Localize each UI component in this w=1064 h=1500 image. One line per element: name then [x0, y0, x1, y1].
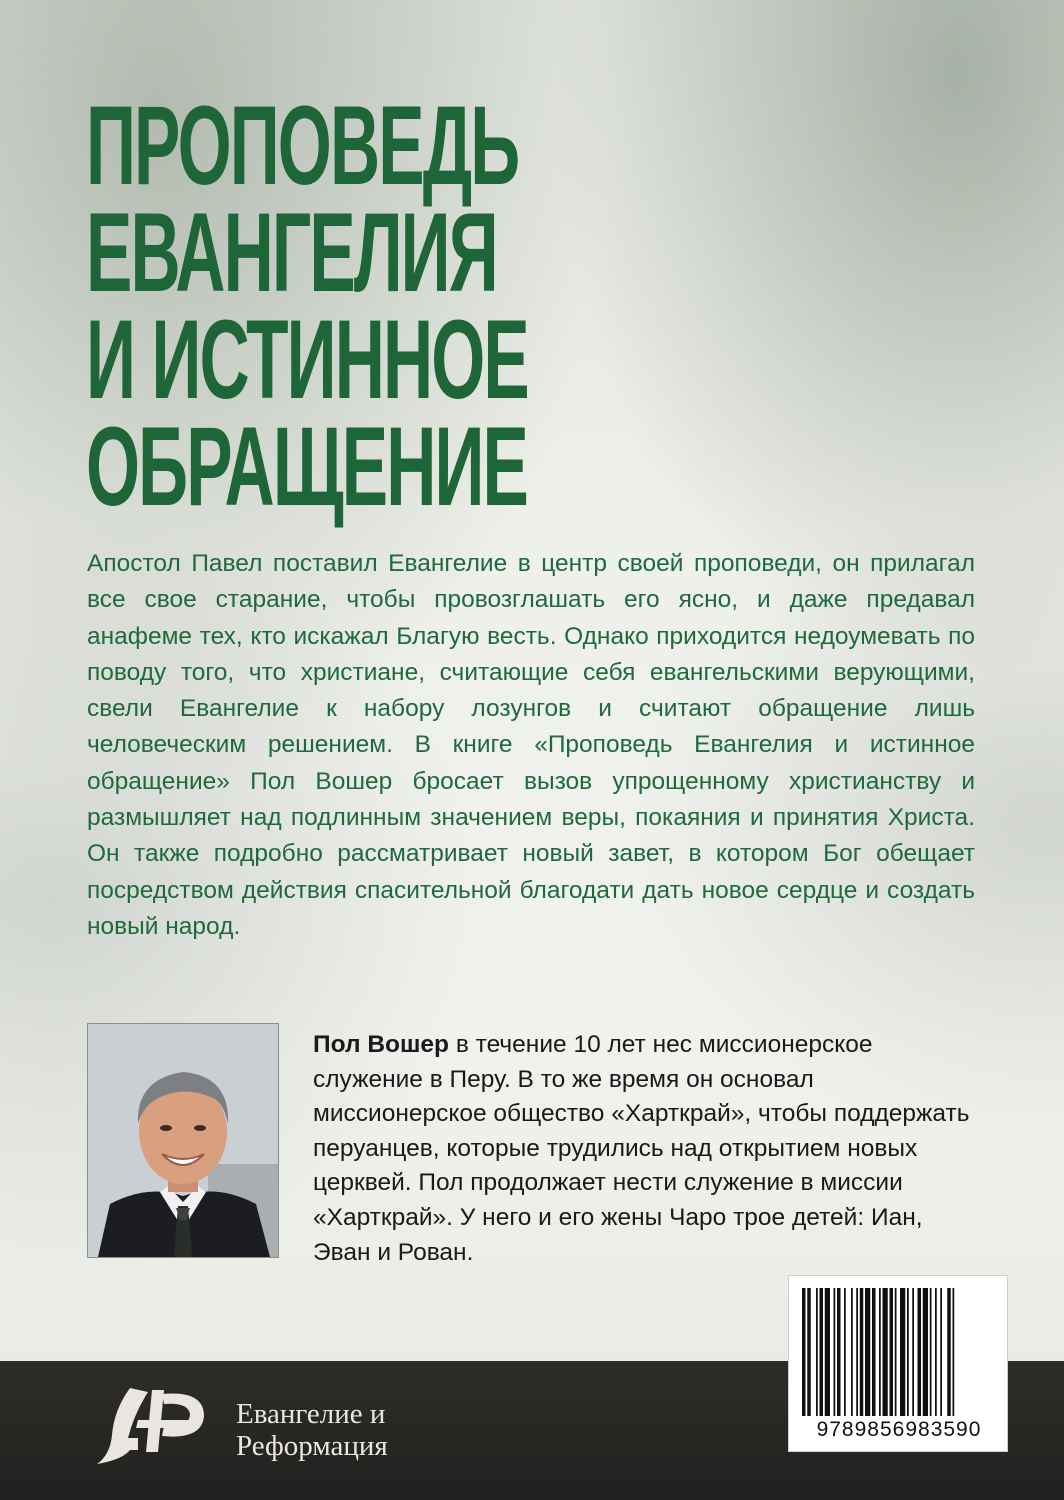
title-line-2: ЕВАНГЕЛИЯ [86, 190, 497, 315]
publisher-line-2: Реформация [236, 1430, 388, 1462]
author-bio [313, 1028, 973, 1270]
isbn-number: 9789856983590 [816, 1418, 982, 1441]
barcode-bar [851, 1288, 853, 1416]
book-title [86, 83, 528, 529]
barcode-bar [856, 1288, 858, 1416]
barcode-bar [872, 1288, 876, 1416]
barcode-bar [879, 1288, 881, 1416]
barcode-bar [947, 1288, 951, 1416]
barcode-bar [930, 1288, 932, 1416]
barcode [788, 1275, 1008, 1452]
barcode-bar [907, 1288, 909, 1416]
barcode-bar [940, 1288, 942, 1416]
author-bio-text: в течение 10 лет нес миссионерское служение в Перу. В то же время он основал миссионерское общество «Харткрай», чтобы поддержать перуанцев, которые трудились над открытием новых церквей. Пол продолжает нести служение в миссии «Харткрай». У него и его жены Чаро трое детей: Иан, Эван и Рован. [313, 1031, 970, 1266]
title-line-4: ОБРАЩЕНИЕ [86, 404, 527, 529]
author-name: Пол Вошер [313, 1031, 450, 1058]
barcode-bar [844, 1288, 846, 1416]
barcode-bar [865, 1288, 870, 1416]
barcode-bar [816, 1288, 818, 1416]
barcode-bar [895, 1288, 897, 1416]
barcode-bar [834, 1288, 836, 1416]
book-description: Апостол Павел поставил Евангелие в центр своей проповеди, он прилагал все свое старание, чтобы провозглашать его ясно, и даже предавал анафеме тех, кто искажал Благую весть. Однако приходится недоумевать по поводу того, что христиане, считающие себя евангельскими верующими, свели Евангелие к набору лозунгов и считают обращение лишь человеческим решением. В книге «Проповедь Евангелия и истинное обращение» Пол Вошер бросает вызов упрощенному христианству и размышляет над подлинным значением веры, покаяния и принятия Христа. Он также подробно рассматривает новый завет, в котором Бог обещает посредством действия спасительной благодати дать новое сердце и создать новый народ. [87, 550, 975, 940]
barcode-bar [802, 1288, 806, 1416]
barcode-bar [820, 1288, 824, 1416]
author-photo [87, 1023, 279, 1258]
barcode-bar [923, 1288, 928, 1416]
publisher-logo [92, 1380, 217, 1470]
barcode-bar [825, 1288, 830, 1416]
barcode-bar [860, 1288, 864, 1416]
barcode-bar [918, 1288, 922, 1416]
publisher-name [236, 1398, 388, 1462]
barcode-bar [935, 1288, 937, 1416]
barcode-bar [883, 1288, 888, 1416]
barcode-bar [837, 1288, 841, 1416]
barcode-bar [912, 1288, 914, 1416]
title-line-3: И ИСТИННОЕ [86, 297, 528, 422]
title-line-1: ПРОПОВЕДЬ [86, 83, 519, 208]
barcode-bar [807, 1288, 811, 1416]
barcode-bars [802, 1288, 994, 1416]
barcode-bar [953, 1288, 955, 1416]
publisher-line-1: Евангелие и [236, 1398, 386, 1430]
barcode-bar [890, 1288, 894, 1416]
barcode-bar [900, 1288, 905, 1416]
